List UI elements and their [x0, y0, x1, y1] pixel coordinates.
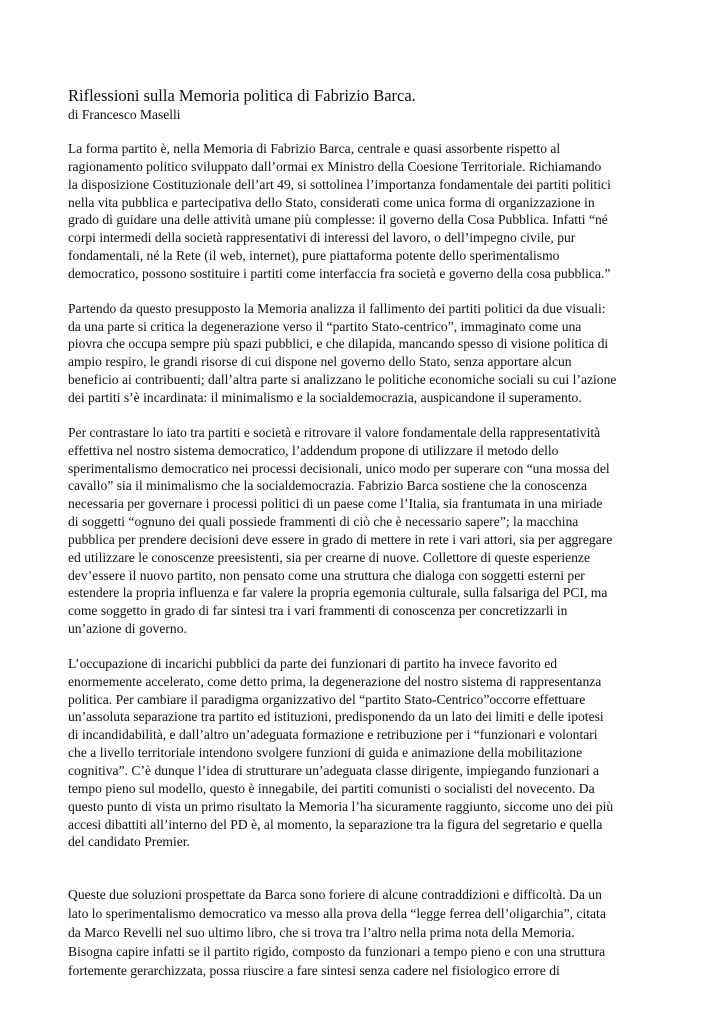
- text-line: fortemente gerarchizzata, possa riuscire a fare sintesi senza cadere nel fisiologico errore di: [68, 963, 560, 979]
- text-line: estendere la propria influenza e far valere la propria egemonia culturale, sulla falsariga del PCI, ma: [68, 585, 608, 601]
- document-page: [68, 86, 658, 997]
- text-line: da una parte si critica la degenerazione verso il “partito Stato-centrico”, immaginato come una: [68, 318, 582, 334]
- document-author: di Francesco Maselli: [68, 107, 181, 122]
- text-line: accesi dibattiti all’interno del PD è, al momento, la separazione tra la figura del segretario e quella: [68, 816, 603, 832]
- document-title: Riflessioni sulla Memoria politica di Fabrizio Barca.: [68, 86, 416, 105]
- text-line: grado di guidare una delle attività umane più complesse: il governo della Cosa Pubblica. Infatti “né: [68, 212, 608, 228]
- text-line: cognitiva”. C’è dunque l’idea di strutturare un’adeguata classe dirigente, impiegando funzionari a: [68, 763, 600, 778]
- text-line: cavallo” sia il minimalismo che la socialdemocrazia. Fabrizio Barca sostiene che la conoscenza: [68, 478, 587, 494]
- text-line: Bisogna capire infatti se il partito rigido, composto da funzionari a tempo pieno e con una struttura: [68, 944, 606, 960]
- paragraph-4: [68, 655, 658, 851]
- paragraph-5: [68, 885, 658, 980]
- text-line: dei partiti s’è incardinata: il minimalismo e la socialdemocrazia, auspicandone il superamento.: [68, 389, 582, 405]
- text-line: Per contrastare lo iato tra partiti e società e ritrovare il valore fondamentale della rappresentatività: [68, 424, 601, 440]
- text-line: questo punto di vista un primo risultato la Memoria l’ha sicuramente raggiunto, siccome uno dei più: [68, 798, 614, 814]
- text-line: fondamentali, né la Rete (il web, internet), pure piattaforma potente dello sperimentalismo: [68, 248, 560, 264]
- text-line: un’assoluta separazione tra partito ed istituzioni, predisponendo da un lato dei limiti e delle ipotesi: [68, 709, 604, 725]
- text-line: ampio respiro, le grandi risorse di cui dispone nel governo dello Stato, senza apportare alcun: [68, 354, 572, 370]
- text-line: di incandidabilità, e dall’altro un’adeguata formazione e retribuzione per i “funzionari e volontari: [68, 727, 598, 743]
- text-line: necessaria per governare i processi politici di un paese come l’Italia, sia frantumata in una miriade: [68, 496, 603, 512]
- text-line: pubblica per prendere decisioni deve essere in grado di mettere in rete i vari attori, sia per aggregare: [68, 531, 613, 547]
- text-line: ed utilizzare le conoscenze preesistenti, sia per crearne di nuove. Collettore di queste esperienze: [68, 549, 590, 565]
- text-line: La forma partito è, nella Memoria di Fabrizio Barca, centrale e quasi assorbente rispetto al: [68, 141, 561, 156]
- text-line: dev’essere il nuovo partito, non pensato come una struttura che dialoga con soggetti esterni per: [68, 567, 585, 583]
- text-line: corpi intermedi della società rappresentativi di interessi del lavoro, o dell’impegno civile, pur: [68, 230, 576, 246]
- text-line: di soggetti “ognuno dei quali possiede frammenti di ciò che è necessario sapere”; la macchina: [68, 514, 579, 530]
- text-line: democratico, possono sostituire i partiti come interfaccia fra società e governo della cosa pubblica.”: [68, 265, 611, 281]
- text-line: ragionamento politico sviluppato dall’ormai ex Ministro della Coesione Territoriale. Richiamando: [68, 158, 602, 174]
- text-line: la disposizione Costituzionale dell’art 49, si sottolinea l’importanza fondamentale dei partiti politici: [68, 176, 611, 192]
- text-line: Partendo da questo presupposto la Memoria analizza il fallimento dei partiti politici da due visuali:: [68, 300, 606, 316]
- text-line: tempo pieno sul modello, questo è innegabile, dei partiti comunisti o socialisti del novecento. Da: [68, 780, 595, 796]
- text-line: effettiva nel nostro sistema democratico, l’addendum propone di utilizzare il metodo dello: [68, 442, 559, 458]
- paragraph-1: [68, 140, 658, 283]
- text-line: lato lo sperimentalismo democratico va messo alla prova della “legge ferrea dell’oligarchia”, citata: [68, 906, 606, 922]
- text-line: come soggetto in grado di far sintesi tra i vari frammenti di conoscenza per concretizzarli in: [68, 603, 568, 619]
- paragraph-2: [68, 300, 658, 407]
- text-line: che a livello territoriale intendono svolgere funzioni di guida e animazione della mobilitazione: [68, 745, 583, 761]
- text-line: beneficio ai contribuenti; dall’altra parte si analizzano le politiche economiche sociali su cui l’azione: [68, 372, 617, 388]
- text-line: enormemente accelerato, come detto prima, la degenerazione del nostro sistema di rappresentanza: [68, 673, 602, 689]
- text-line: del candidato Premier.: [68, 834, 190, 850]
- text-line: L’occupazione di incarichi pubblici da parte dei funzionari di partito ha invece favorito ed: [68, 655, 558, 671]
- text-line: sperimentalismo democratico nei processi decisionali, unico modo per superare con “una mossa del: [68, 460, 610, 476]
- text-line: politica. Per cambiare il paradigma organizzativo del “partito Stato-Centrico”occorre effettuare: [68, 691, 586, 707]
- text-line: nella vita pubblica e partecipativa dello Stato, considerati come unica forma di organizzazione in: [68, 194, 595, 210]
- text-line: un’azione di governo.: [68, 621, 187, 637]
- text-line: da Marco Revelli nel suo ultimo libro, che si trova tra l’altro nella prima nota della Memoria.: [68, 925, 575, 941]
- text-line: Queste due soluzioni prospettate da Barca sono foriere di alcune contraddizioni e difficoltà. Da un: [68, 887, 602, 903]
- text-line: piovra che occupa sempre più spazi pubblici, e che dilapida, mancando spesso di visione politica di: [68, 336, 609, 352]
- paragraph-3: [68, 424, 658, 638]
